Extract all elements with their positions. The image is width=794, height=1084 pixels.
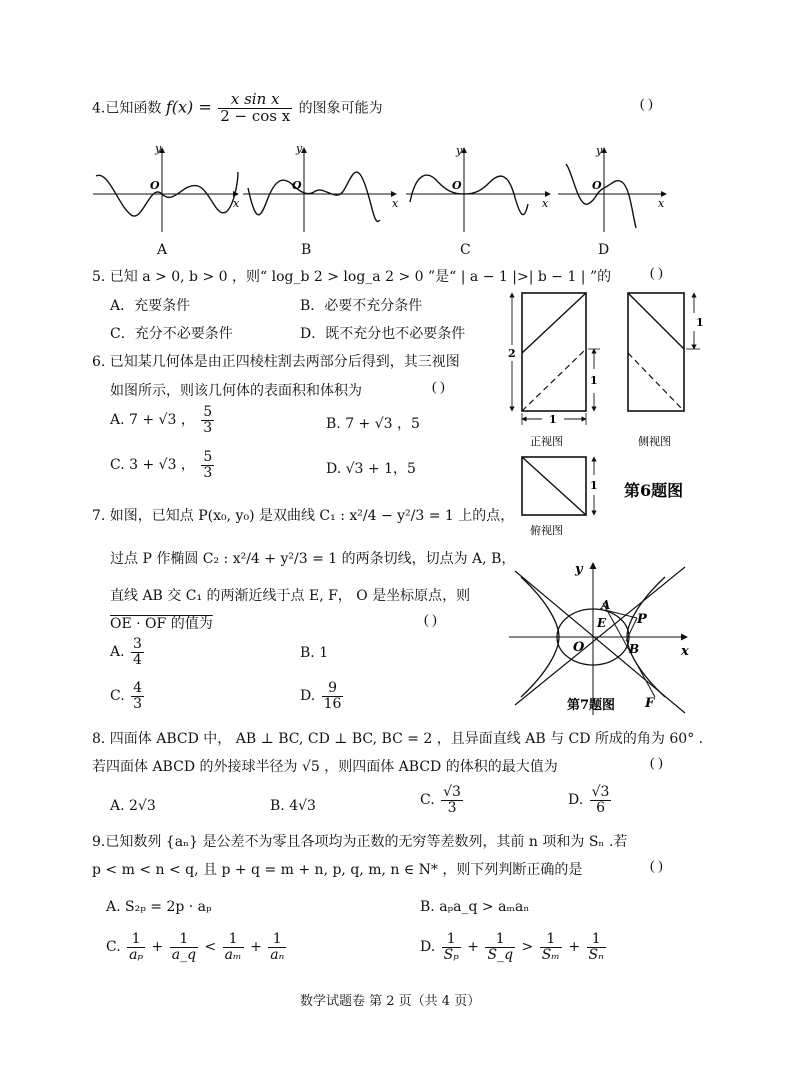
- q4-option-d[interactable]: D: [598, 242, 610, 258]
- q9-c-num-2: 1: [170, 932, 198, 948]
- q6-label-side: 侧视图: [638, 435, 671, 448]
- q4-a-origin: O: [150, 179, 160, 192]
- q7-fig-x: x: [681, 644, 689, 659]
- q9-d-plus-2: +: [568, 939, 581, 956]
- q8-option-b[interactable]: B. 4√3: [270, 798, 316, 814]
- q9-d-label: D.: [420, 939, 436, 956]
- q6-line2: 如图所示，则该几何体的表面积和体积为: [110, 383, 362, 399]
- q7-d-den: 16: [323, 695, 342, 712]
- q9-d-den-4: Sₙ: [588, 946, 604, 963]
- q8-c-den: 3: [447, 799, 457, 816]
- q9-c-frac-4: [268, 932, 286, 962]
- q8-c-frac: [441, 785, 463, 815]
- q9-c-plus-1: +: [151, 939, 164, 956]
- q7-c-num: 4: [133, 680, 143, 696]
- q7-a-frac: [131, 637, 144, 667]
- q9-c-num-4: 1: [268, 932, 286, 948]
- q4-graph-b: [243, 142, 399, 232]
- q4-frac-num: x sin x: [218, 92, 292, 109]
- q8-line2: 若四面体 ABCD 的外接球半径为 √5 ，则四面体 ABCD 的体积的最大值为: [92, 759, 558, 775]
- q7-d-frac: [322, 681, 344, 711]
- q5-option-c[interactable]: C．充分不必要条件: [110, 326, 233, 342]
- q9-d-num-1: 1: [442, 932, 461, 948]
- q6-c-num: 5: [203, 449, 213, 465]
- q8-option-a[interactable]: A. 2√3: [110, 798, 156, 814]
- q6-option-c-frac: [201, 450, 214, 480]
- q7-figure: [505, 557, 705, 717]
- q4-d-x-label: x: [658, 197, 665, 210]
- q4-stem-suffix: 的图象可能为: [298, 100, 383, 117]
- q7-fig-f: F: [645, 696, 655, 711]
- q9-c-ineq: <: [204, 939, 217, 956]
- q6-dim-2: 2: [508, 347, 516, 360]
- q4-frac-den: 2 − cos x: [220, 106, 291, 125]
- q9-c-den-2: a_q: [171, 946, 197, 963]
- q6-dim-1a: 1: [590, 374, 598, 387]
- q5-option-a[interactable]: A．充要条件: [110, 298, 191, 314]
- q8-line1: 8. 四面体 ABCD 中， AB ⊥ BC, CD ⊥ BC, BC = 2 ，且异面直线 AB 与 CD 所成的角为 60° .: [92, 731, 704, 747]
- q7-option-b[interactable]: B. 1: [300, 645, 329, 661]
- q7-fig-y: y: [575, 562, 583, 577]
- q9-c-plus-2: +: [250, 939, 262, 956]
- q4-fraction: [218, 92, 292, 125]
- q9-d-num-2: 1: [485, 932, 515, 948]
- q6-figure: [500, 285, 715, 540]
- q6-a-num: 5: [203, 404, 213, 420]
- q8-option-d[interactable]: [568, 785, 613, 815]
- q9-d-den-3: Sₘ: [541, 946, 560, 963]
- q4-graphs: [88, 142, 668, 237]
- q9-option-c[interactable]: [106, 932, 288, 962]
- q7-fig-p: P: [637, 612, 647, 627]
- q6-front-view: [508, 293, 600, 448]
- q6-a-den: 3: [203, 419, 213, 436]
- q7-fig-b: B: [629, 642, 640, 656]
- q8-option-c[interactable]: [420, 785, 465, 815]
- q6-top-view: [522, 457, 598, 537]
- q7-d-num: 9: [322, 681, 344, 697]
- q4-option-a[interactable]: A: [157, 242, 168, 258]
- q9-option-d[interactable]: [420, 932, 608, 962]
- q9-d-num-3: 1: [540, 932, 562, 948]
- q7-c-den: 3: [133, 695, 143, 712]
- q6-option-c-text: C. 3 + √3 ，: [110, 457, 195, 474]
- q9-answer-paren: ( ): [650, 859, 663, 874]
- q4-c-origin: O: [452, 179, 462, 192]
- q6-option-a[interactable]: [110, 405, 216, 435]
- q4-graph-c: [406, 144, 550, 232]
- q9-c-num-3: 1: [223, 932, 244, 948]
- q7-fig-o: O: [573, 640, 585, 655]
- q7-option-c[interactable]: [110, 681, 146, 711]
- q6-dim-1c: 1: [696, 316, 704, 329]
- q6-option-c[interactable]: [110, 450, 216, 480]
- q9-c-num-1: 1: [127, 932, 145, 948]
- q7-option-d[interactable]: [300, 681, 345, 711]
- q7-line1: 7. 如图，已知点 P(x₀, y₀) 是双曲线 C₁ : x²/4 − y²/3 = 1 上的点，: [92, 508, 515, 524]
- q9-c-label: C.: [106, 939, 121, 956]
- q4-a-x-label: x: [233, 197, 240, 210]
- q9-c-den-1: aₚ: [129, 946, 144, 963]
- q4-stem: [92, 92, 383, 125]
- q9-c-frac-1: [127, 932, 145, 962]
- q7-fig-a: A: [601, 598, 611, 612]
- q6-line1: 6. 已知某几何体是由正四棱柱割去两部分后得到，其三视图: [92, 354, 460, 370]
- q9-d-frac-1: [442, 932, 461, 962]
- q5-option-d[interactable]: D．既不充分也不必要条件: [300, 326, 466, 342]
- q6-answer-paren: ( ): [432, 380, 445, 395]
- q6-c-den: 3: [203, 464, 213, 481]
- q7-a-num: 3: [133, 636, 142, 652]
- q7-line2: 过点 P 作椭圆 C₂ : x²/4 + y²/3 = 1 的两条切线，切点为 A, B，: [110, 551, 516, 567]
- q7-option-a[interactable]: [110, 637, 146, 667]
- q4-d-origin: O: [592, 179, 602, 192]
- q8-c-label: C.: [420, 792, 435, 809]
- q6-option-d[interactable]: D. √3 + 1，5: [326, 461, 416, 477]
- q7-fig-e: E: [597, 616, 607, 630]
- q6-option-a-text: A. 7 + √3 ，: [110, 412, 195, 429]
- q9-c-den-3: aₘ: [224, 946, 242, 963]
- q4-graph-d: [558, 144, 666, 232]
- q8-d-den: 6: [596, 799, 606, 816]
- q9-d-frac-4: [587, 932, 606, 962]
- q6-label-top: 俯视图: [530, 524, 563, 537]
- q9-d-frac-3: [540, 932, 562, 962]
- q4-b-x-label: x: [392, 197, 399, 210]
- q9-d-frac-2: [485, 932, 515, 962]
- q6-side-view: [628, 293, 704, 448]
- q6-option-a-frac: [201, 405, 214, 435]
- q6-figure-title: 第6题图: [624, 481, 684, 500]
- q7-a-label: A.: [110, 644, 125, 661]
- q4-c-x-label: x: [542, 197, 549, 210]
- q8-d-frac: [590, 785, 612, 815]
- q9-d-num-4: 1: [587, 932, 606, 948]
- q9-line2: p < m < n < q, 且 p + q = m + n, p, q, m, n ∈ N* ，则下列判断正确的是: [92, 862, 583, 878]
- q7-c-frac: [131, 681, 144, 711]
- q7-line4: OE · OF 的值为: [110, 616, 213, 632]
- q9-option-b[interactable]: B. aₚa_q > aₘaₙ: [420, 899, 530, 915]
- q5-option-b[interactable]: B．必要不充分条件: [300, 298, 423, 314]
- q8-d-label: D.: [568, 792, 584, 809]
- q6-option-b[interactable]: B. 7 + √3 ，5: [326, 416, 420, 432]
- q9-c-frac-3: [223, 932, 244, 962]
- q8-c-num: √3: [443, 784, 461, 800]
- q9-d-den-2: S_q: [487, 946, 514, 963]
- q4-b-y-label: y: [296, 142, 303, 155]
- q7-a-den: 4: [133, 651, 142, 668]
- q6-dim-1b: 1: [549, 413, 557, 426]
- q9-d-ineq: >: [521, 939, 534, 956]
- q4-func: f(x) =: [165, 97, 212, 117]
- q4-a-y-label: y: [155, 142, 162, 155]
- q4-stem-prefix: 4.已知函数: [92, 100, 162, 117]
- q4-b-origin: O: [292, 179, 302, 192]
- q6-label-front: 正视图: [530, 435, 563, 448]
- q8-d-num: √3: [591, 784, 610, 800]
- q4-graph-a: [93, 142, 240, 232]
- q4-option-b[interactable]: B: [301, 242, 312, 258]
- q5-answer-paren: ( ): [650, 266, 663, 281]
- q7-d-label: D.: [300, 688, 316, 705]
- q9-c-den-4: aₙ: [270, 946, 285, 963]
- q4-d-y-label: y: [596, 144, 603, 157]
- q5-stem: 5. 已知 a > 0, b > 0 ，则“ log_b 2 > log_a 2 > 0 ”是“ | a − 1 |>| b − 1 | ”的: [92, 269, 612, 285]
- page-footer: 数学试题卷 第 2 页（共 4 页）: [300, 994, 481, 1009]
- q4-answer-paren: ( ): [640, 97, 653, 112]
- q7-line3: 直线 AB 交 C₁ 的两渐近线于点 E, F， O 是坐标原点，则: [110, 588, 471, 604]
- q9-d-plus-1: +: [467, 939, 480, 956]
- q7-figure-title: 第7题图: [567, 698, 616, 713]
- q8-answer-paren: ( ): [650, 756, 663, 771]
- q4-c-y-label: y: [456, 144, 463, 157]
- q4-option-c[interactable]: C: [460, 242, 471, 258]
- q9-option-a[interactable]: A. S₂ₚ = 2p · aₚ: [106, 899, 212, 915]
- q9-d-den-1: Sₚ: [443, 946, 459, 963]
- q9-line1: 9.已知数列 {aₙ} 是公差不为零且各项均为正数的无穷等差数列，其前 n 项和为 Sₙ .若: [92, 834, 628, 850]
- q6-dim-1d: 1: [590, 479, 598, 492]
- q7-c-label: C.: [110, 688, 125, 705]
- q7-answer-paren: ( ): [424, 613, 437, 628]
- q9-c-frac-2: [170, 932, 198, 962]
